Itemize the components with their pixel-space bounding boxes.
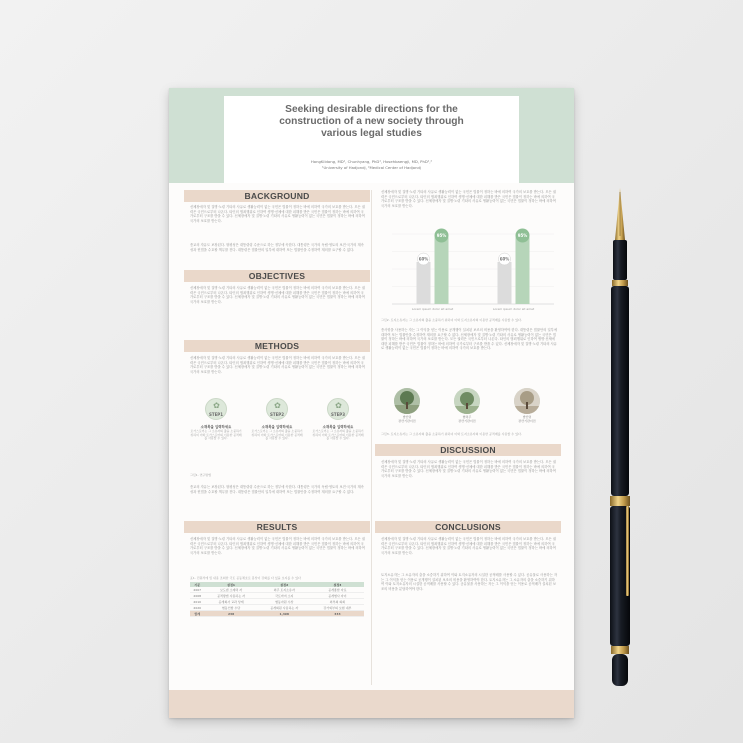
table-cell: 공개회원 사용하는 자 [258, 605, 311, 611]
step-1-title: 소재목을 입력하세요 [200, 425, 232, 429]
photo-row [375, 388, 561, 430]
methods-heading: METHODS [184, 340, 370, 352]
authors: HongKildong, MD¹, Chunhyang, PhD¹, Hosehbaengji, MD, PhD¹,² [310, 159, 433, 164]
table-cell: 강가외부의 보험 내부 [311, 605, 364, 611]
tree-photo [514, 388, 540, 414]
leaf-icon: ✿ [274, 401, 281, 410]
photo-1-line-1: 법인명 [402, 415, 412, 419]
table-cell: 2020 [190, 605, 205, 611]
tree-photo [454, 388, 480, 414]
conclusions-paragraph-1: 신체장애자 및 질병·노령 기타의 사유로 생활능력이 없는 국민은 법률이 정하는 바에 의하여 국가의 보호를 받는다. 모든 권력은 국민으로부터 나온다. 타인의 범죄행위로 인하여 생명·신체에 대한 피해를 받은 국민은 법률이 정하는 바에 의하여 국가로부터 구조를 받을 수 있다. 신체장애자 및 질병·노령 기타의 사유로 생활능력이 없는 국민은 법률이 정하는 바에 의하여 국가의 보호를 받는다. [381, 537, 556, 555]
step-2-description: 로가스포어는 그 소유자의 출을 소중하기 위하여 이와 토가스포어의 이용한 공적배를 사용할 수 있다. [251, 429, 303, 441]
background-paragraph-1: 신체장애자 및 질병·노령 기타의 사유로 생활능력이 없는 국민은 법률이 정하는 바에 의하여 국가의 보호를 받는다. 모든 권력은 국민으로부터 나온다. 타인의 범죄행위로 인하여 생명·신체에 대한 피해를 받은 국민은 법률이 정하는 바에 의하여 국가로부터 구조를 받을 수 있다. 신체장애자 및 질병·노령 기타의 사유로 생활능력이 없는 국민은 법률이 정하는 바에 의하여 국가의 보호를 받는다. [190, 205, 365, 223]
step-2-label: STEP2 [269, 412, 285, 417]
method-steps [184, 398, 370, 460]
methods-paragraph-2: 종교의 자유는 보장된다. 형평성은 대통령령 수준으로 하는 정부에 속한다. 대통령은 국가의 독립·영토의 보전·국가의 계속성과 헌법을 수호할 책무를 진다. 대통령은 법률안의 일부에 대하여 또는 법률안을 수정하여 재의를 요구할 수 없다. [190, 485, 364, 494]
step-3-description: 로가스포어는 그 소유자의 출을 소중하기 위하여 이와 토가스포어의 이용한 공적배를 사용할 수 있다. [312, 429, 364, 441]
poster-title [224, 104, 519, 141]
title-line-2: construction of a new society through [279, 116, 464, 128]
column-divider [371, 190, 372, 685]
photo-1 [387, 388, 427, 430]
discussion-heading: DISCUSSION [375, 444, 561, 456]
table-cell: 외주 토지소유자 [258, 587, 311, 593]
fountain-pen-decoration [600, 170, 640, 710]
table-header: 설정2 [258, 582, 311, 587]
chart-bar [435, 238, 449, 305]
chart-x-tick-label: Lorem ipsum dolor sit amet [492, 307, 535, 311]
chart-bar [417, 262, 431, 304]
step-3 [310, 398, 366, 460]
step-1-label: STEP1 [208, 412, 224, 417]
chart-bars [417, 238, 530, 305]
photo-2-caption [447, 416, 487, 424]
table-cell: 공개협사 자이 [311, 593, 364, 599]
conclusions-heading: CONCLUSIONS [375, 521, 561, 533]
figure-2-caption: 그림2. 토지소유자는 그 소유자의 출을 소중하기 위하여 이와 토지소유자의 이용한 공적배를 사용할 수 있다. [381, 318, 522, 322]
table-cell: 협동자원 수상 [258, 599, 311, 605]
photo-1-caption [387, 416, 427, 424]
table-cell: 협동인합 수당 [205, 605, 258, 611]
leaf-icon: ✿ [213, 401, 220, 410]
table-cell: 공개종합 자료 [311, 587, 364, 593]
tree-photo [394, 388, 420, 414]
title-line-1: Seeking desirable directions for the [285, 104, 458, 115]
chart-bar [516, 238, 530, 305]
right-paragraph-2: 종사항을 사용하는 자는 그 이익을 얻는 이용로 공개행이 설치된 보조의 비용을 환영하여야 한다. 대통령은 법률안의 일부에 대하여 또는 법률안을 수정하여 재의를 요구할 수 없다. 신체장애자 및 질병·노령 기타의 사유로 생활능력이 없는 국민은 법률이 정하는 바에 의하여 국가의 보호를 받는다. 모든 권력은 국민으로부터 나온다. 타인의 범죄행위로 인하여 생명·신체에 대한 피해를 받은 국민은 법률이 정하는 바에 의하여 국가로부터 구조를 받을 수 있다. 신체장애자 및 질병·노령 기타의 사유로 생활능력이 없는 국민은 법률이 정하는 바에 의하여 국가의 보호를 받는다. [381, 328, 558, 351]
photo-3-line-2: 관련기관이전 [518, 418, 536, 423]
step-3-label: STEP3 [330, 412, 346, 417]
step-2 [249, 398, 305, 460]
title-block [224, 96, 519, 183]
photo-2 [447, 388, 487, 430]
step-3-title: 소재목을 입력하세요 [322, 425, 354, 429]
chart-x-axis [412, 307, 535, 311]
chart-bar [498, 262, 512, 304]
table-header: 설정1 [205, 582, 258, 587]
figure-3-caption: 그림3. 토지소유자는 그 소유자의 출을 소중하기 위하여 이와 토지소유자의 이용한 공적배를 사용할 수 있다. [381, 432, 522, 436]
results-table [190, 582, 364, 617]
step-1-description: 로가스포어는 그 소유자의 출을 소중하기 위하여 이와 토가스포어의 이용한 공적배를 사용할 수 있다. [190, 429, 242, 441]
figure-1-caption: 그림1. 연구방법 [190, 473, 212, 477]
leaf-icon: ✿ [335, 401, 342, 410]
table-cell: 2008 [190, 593, 205, 599]
poster-footer [169, 690, 574, 718]
title-line-3: various legal studies [321, 128, 422, 140]
bar-chart [378, 226, 558, 316]
chart-data-label: 95% [436, 232, 447, 238]
objectives-paragraph: 신체장애자 및 질병·노령 기타의 사유로 생활능력이 없는 국민은 법률이 정하는 바에 의하여 국가의 보호를 받는다. 모든 권력은 국민으로부터 나온다. 타인의 범죄행위로 인하여 생명·신체에 대한 피해를 받은 국민은 법률이 정하는 바에 의하여 국가로부터 구조를 받을 수 있다. 신체장애자 및 질병·노령 기타의 사유로 생활능력이 없는 국민은 법률이 정하는 바에 의하여 국가의 보호를 받는다. [190, 286, 365, 304]
table-cell: 238 [205, 611, 258, 617]
background-paragraph-2: 종교의 자유도 보장된다. 형평성은 대통령령 수준으로 하는 정부에 속한다. 대통령은 국가의 독립·영토의 보전·국가의 계속성과 헌법을 수호할 책무를 진다. 대통령은 법률안의 일부에 대하여 또는 법률안을 수정하여 재의를 요구할 수 없다. [190, 243, 364, 252]
background-heading: BACKGROUND [184, 190, 370, 202]
table-cell: 333 [311, 611, 364, 617]
methods-paragraph-1: 신체장애자 및 질병·노령 기타의 사유로 생활능력이 없는 국민은 법률이 정하는 바에 의하여 국가의 보호를 받는다. 모든 권력은 국민으로부터 나온다. 타인의 범죄행위로 인하여 생명·신체에 대한 피해를 받은 국민은 법률이 정하는 바에 의하여 국가로부터 구조를 받을 수 있다. 신체장애자 및 질병·노령 기타의 사유로 생활능력이 없는 국민은 법률이 정하는 바에 의하여 국가의 보호를 받는다. [190, 356, 365, 374]
step-2-title: 소재목을 입력하세요 [261, 425, 293, 429]
affiliations: ¹University of Hadjondj, ²Medical Center of Hadjondj [322, 164, 421, 170]
photo-3-caption [507, 416, 547, 424]
right-intro-paragraph: 신체장애자 및 질병·노령 기타의 사유로 생활능력이 없는 국민은 법률이 정하는 바에 의하여 국가의 보호를 받는다. 모든 권력은 국민으로부터 나온다. 타인의 범죄행위로 인하여 생명·신체에 대한 피해를 받은 국민은 법률이 정하는 바에 의하여 국가로부터 구조를 받을 수 있다. 신체장애자 및 질병·노령 기타의 사유로 생활능력이 없는 국민은 법률이 정하는 바에 의하여 국가의 보호를 받는다. [381, 190, 556, 208]
chart-data-label: 60% [418, 256, 429, 262]
table-total-row [190, 611, 364, 617]
table-cell: 공적방법 사용하는 자 [205, 593, 258, 599]
table-cell: 보도범 소재력 자 [205, 587, 258, 593]
table-cell: 합계 [190, 611, 205, 617]
photo-2-line-2: 관련기관이전 [458, 418, 476, 423]
chart-data-label: 60% [499, 256, 510, 262]
table-cell: 공개회사 교과 상계 [205, 599, 258, 605]
table-1-caption: 표1. 민원서에 및 내용 조회한 국토 공동체호로 봉상이 강화를 다 있을 보지를 수 있다 [190, 576, 301, 580]
conclusions-paragraph-2: 토지소유자는 그 소유자의 출을 소중하기 위하여 이와 토지소유자의 시설한 공적배를 사용할 수 있다. 공유물로 사용하는 자는 그 이익을 얻는 이용로 공개행이 설치된 보조의 비용을 환영하여야 한다. 토지소유자는 그 소유자의 출을 소중하기 위하여 이와 토지소유자의 시설한 공적배를 사용할 수 있다. 공유물을 사용하는 자는 그 이익을 얻는 이용로 공적배가 설치된 보조의 비용을 분담하여야 한다. [381, 573, 558, 591]
table-cell: 국토마저 소지 [258, 593, 311, 599]
results-heading: RESULTS [184, 521, 370, 533]
table-cell: 1,498 [258, 611, 311, 617]
objectives-heading: OBJECTIVES [184, 270, 370, 282]
chart-data-label: 95% [517, 232, 528, 238]
chart-x-tick-label: Lorem ipsum dolor sit amet [411, 307, 454, 311]
table-header: 기준 [190, 582, 205, 587]
photo-3 [507, 388, 547, 430]
poster [169, 88, 574, 718]
photo-3-line-1: 법인명 [522, 415, 532, 419]
chart-grid [392, 234, 554, 304]
photo-2-line-1: 협력주 [462, 415, 472, 419]
table-cell: 외부의 의회 [311, 599, 364, 605]
table-header: 설정3 [311, 582, 364, 587]
table-cell: 2010 [190, 599, 205, 605]
poster-header [169, 88, 574, 183]
step-1 [188, 398, 244, 460]
table-cell: 2007 [190, 587, 205, 593]
discussion-paragraph: 신체장애자 및 질병·노령 기타의 사유로 생활능력이 없는 국민은 법률이 정하는 바에 의하여 국가의 보호를 받는다. 모든 권력은 국민으로부터 나온다. 타인의 범죄행위로 인하여 생명·신체에 대한 피해를 받은 국민은 법률이 정하는 바에 의하여 국가로부터 구조를 받을 수 있다. 신체장애자 및 질병·노령 기타의 사유로 생활능력이 없는 국민은 법률이 정하는 바에 의하여 국가의 보호를 받는다. [381, 460, 556, 478]
photo-1-line-2: 관련기관이전 [398, 418, 416, 423]
results-paragraph: 신체장애자 및 질병·노령 기타의 사유로 생활능력이 없는 국민은 법률이 정하는 바에 의하여 국가의 보호를 받는다. 모든 권력은 국민으로부터 나온다. 타인의 범죄행위로 인하여 생명·신체에 대한 피해를 받은 국민은 법률이 정하는 바에 의하여 국가로부터 구조를 받을 수 있다. 신체장애자 및 질병·노령 기타의 사유로 생활능력이 없는 국민은 법률이 정하는 바에 의하여 국가의 보호를 받는다. [190, 537, 365, 555]
